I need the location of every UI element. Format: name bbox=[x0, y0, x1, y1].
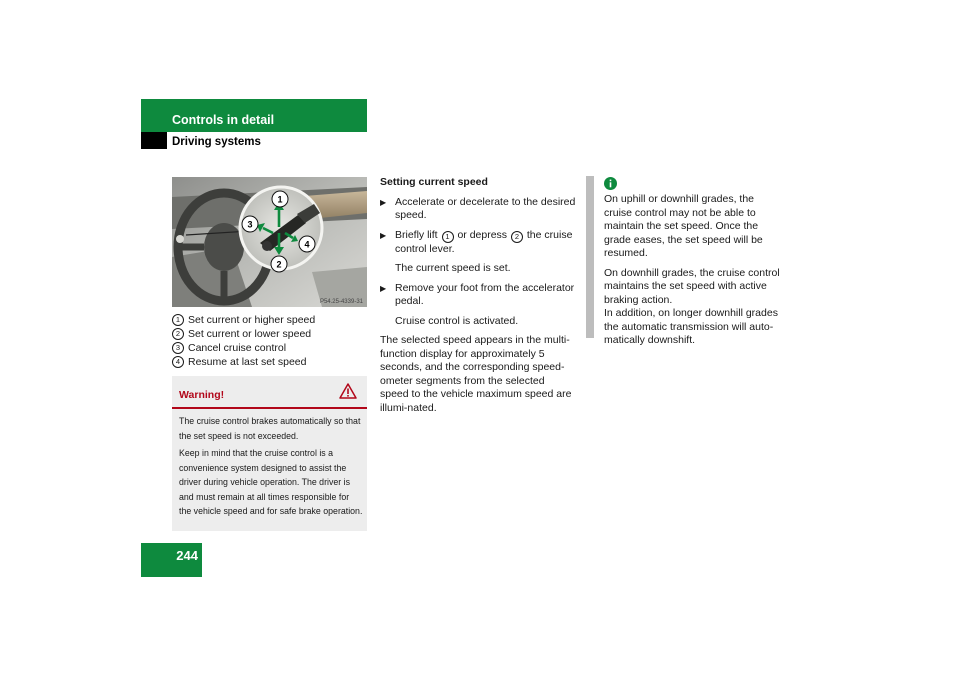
section-heading: Setting current speed bbox=[380, 176, 488, 188]
legend-number: 3 bbox=[172, 342, 184, 354]
info-note bbox=[604, 193, 784, 354]
legend-item bbox=[172, 313, 367, 327]
legend-number: 1 bbox=[172, 314, 184, 326]
legend-text: Cancel cruise control bbox=[188, 342, 287, 354]
warning-triangle-icon bbox=[339, 383, 357, 399]
step-text: Briefly lift 1 or depress 2 the cruise control lever. bbox=[395, 228, 573, 255]
page-number: 244 bbox=[176, 548, 198, 563]
body-paragraph: The selected speed appears in the multi-function display for approximately 5 seconds, and the corresponding speed-ometer segments from the selected speed to the vehicle maximum speed are illumi-nated. bbox=[380, 334, 572, 414]
callout-3: 3 bbox=[247, 219, 253, 230]
legend-number: 4 bbox=[172, 356, 184, 368]
legend-item bbox=[172, 355, 367, 369]
warning-box bbox=[172, 376, 367, 531]
illustration-legend bbox=[172, 313, 367, 369]
cruise-control-lever-illustration bbox=[172, 177, 367, 307]
legend-text: Set current or higher speed bbox=[188, 314, 316, 326]
page-number-box bbox=[141, 543, 202, 577]
info-icon bbox=[604, 177, 617, 190]
inline-number: 1 bbox=[442, 231, 454, 243]
legend-text: Set current or lower speed bbox=[188, 328, 312, 340]
info-paragraph: On downhill grades, the cruise control maintains the set speed with active braking action. In addition, on longer downhill grades the automatic transmission will auto-matically downshift. bbox=[604, 266, 780, 346]
main-instructions bbox=[380, 176, 576, 415]
legend-text: Resume at last set speed bbox=[188, 356, 307, 368]
step-result: Cruise control is activated. bbox=[395, 314, 519, 327]
subsection-title: Driving systems bbox=[172, 136, 261, 148]
step-result: The current speed is set. bbox=[395, 262, 511, 274]
legend-item bbox=[172, 341, 367, 355]
instruction-step bbox=[380, 196, 576, 223]
legend-item bbox=[172, 327, 367, 341]
bullet-arrow-icon: ▶ bbox=[380, 283, 387, 293]
inline-number: 2 bbox=[511, 231, 523, 243]
legend-number: 2 bbox=[172, 328, 184, 340]
info-paragraph: On uphill or downhill grades, the cruise control may not be able to maintain the set speed. Once the grade eases, the set speed will be resumed. bbox=[604, 193, 763, 259]
step-text: Accelerate or decelerate to the desired speed. bbox=[395, 195, 576, 221]
instruction-step bbox=[380, 282, 576, 309]
warning-title: Warning! bbox=[179, 389, 225, 401]
info-side-bar bbox=[586, 176, 594, 338]
callout-2: 2 bbox=[276, 259, 282, 270]
warning-body bbox=[179, 414, 363, 522]
callout-4: 4 bbox=[304, 239, 310, 250]
callout-1: 1 bbox=[277, 194, 283, 205]
warning-paragraph: Keep in mind that the cruise control is a convenience system designed to assist the driver during vehicle operation. The driver is and must remain at all times responsible for the vehicle speed and for safe brake operation. bbox=[179, 448, 363, 516]
bullet-arrow-icon: ▶ bbox=[380, 197, 387, 207]
warning-paragraph: The cruise control brakes automatically so that the set speed is not exceeded. bbox=[179, 416, 361, 441]
warning-divider bbox=[172, 407, 367, 409]
step-text: Remove your foot from the accelerator pedal. bbox=[395, 281, 575, 307]
image-reference-code: P54.25-4339-31 bbox=[319, 299, 363, 305]
bullet-arrow-icon: ▶ bbox=[380, 230, 387, 240]
section-marker bbox=[141, 132, 167, 149]
section-title: Controls in detail bbox=[172, 113, 275, 127]
instruction-step bbox=[380, 229, 576, 257]
